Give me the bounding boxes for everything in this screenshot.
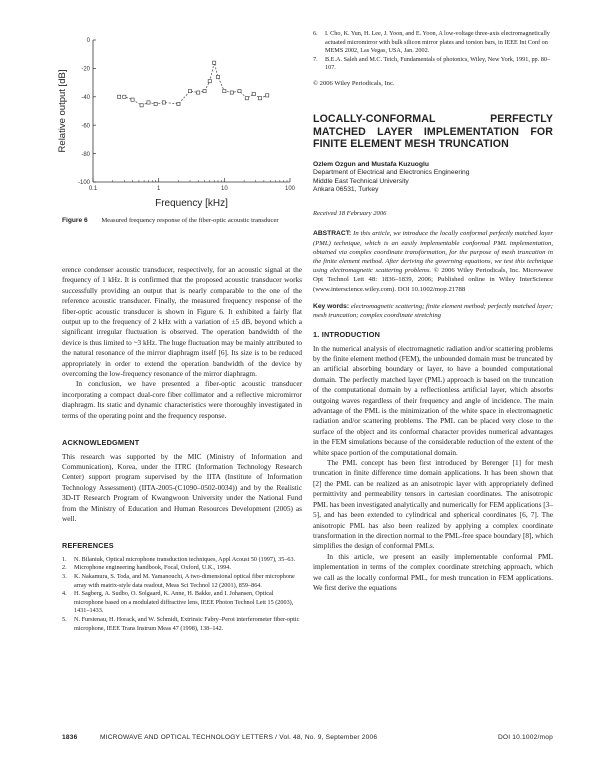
x-axis-label: Frequency [kHz] (155, 198, 228, 209)
y-tick-label: -40 (81, 95, 90, 101)
data-point (140, 104, 143, 107)
abstract-citation: © 2006 Wiley Periodicals, Inc. Microwave Opt Technol Lett 48: 1836–1839, 2006; Published online in Wiley InterScience (www.interscience.wiley.com). DOI 10.1002/mop.21788 (313, 267, 554, 293)
figure-caption-text: Measured frequency response of the fiber-optic acoustic transducer (101, 217, 279, 224)
abstract (313, 229, 553, 293)
keywords-text: electromagnetic scattering; finite element method; perfectly matched layer; mesh truncation; complex coordinate stretching (313, 302, 554, 319)
reference-list-continued (313, 30, 553, 73)
reference-item (62, 573, 302, 590)
acknowledgment-heading: ACKNOWLEDGMENT (62, 438, 140, 448)
affiliation-line-1: Department of Electrical and Electronics Engineering (313, 169, 470, 177)
article-title: LOCALLY-CONFORMAL PERFECTLY MATCHED LAYER IMPLEMENTATION FOR FINITE ELEMENT MESH TRUNCATION (313, 113, 553, 151)
reference-text: N. Bilaniuk, Optical microphone transduction techniques, Appl Acoust 50 (1997), 35–63. (74, 555, 296, 563)
reference-number: 6. (313, 30, 318, 37)
introduction-heading: 1. INTRODUCTION (313, 330, 381, 340)
data-point (123, 95, 126, 98)
reference-item (313, 56, 553, 73)
y-tick-label: -60 (81, 123, 90, 130)
data-point (162, 101, 165, 104)
author-block (313, 161, 553, 195)
figure-6 (55, 30, 300, 220)
x-tick-label: 0.1 (88, 186, 98, 192)
reference-text: Microphone engineering handbook, Focal, Oxford, U.K., 1994. (74, 564, 231, 572)
reference-text: B.E.A. Saleh and M.C. Teich, Fundamentals of photonics, Wiley, New York, 1991, pp. 80–107. (325, 55, 551, 72)
reference-number: 7. (313, 55, 318, 63)
body-paragraph-2: In conclusion, we have presented a fiber-optic acoustic transducer incorporating a compact dual-core fiber collimator and a reflective micromirror diaphragm. Its static and dynamic characteristics were thoroughly investigated in terms of the operating point and the frequency response. (62, 379, 302, 420)
keywords (313, 302, 553, 320)
data-point (147, 101, 150, 104)
data-point (216, 75, 219, 78)
data-point (223, 90, 226, 93)
reference-item (62, 564, 302, 573)
data-point (131, 98, 134, 101)
data-point (203, 90, 206, 93)
keywords-label: Key words: (313, 302, 350, 310)
reference-number: 3. (62, 572, 67, 580)
y-axis-label: Relative output [dB] (57, 69, 68, 153)
reference-item (62, 616, 302, 633)
frequency-response-chart (55, 30, 300, 220)
figure-caption-label: Figure 6 (62, 217, 88, 224)
references-heading: REFERENCES (62, 541, 114, 551)
data-point (154, 102, 157, 105)
body-paragraph-1: erence condenser acoustic transducer, respectively, for an acoustic signal at the frequency of 1 kHz. It is confirmed that the proposed acoustic transducer works successfully providing an output that is nearly comparable to the one of the reference acoustic transducer. Finally, the measured frequency response of the fiber-optic acoustic transducer is shown in Figure 6. It exhibited a fairly flat output up to the frequency of 2 kHz with a variation of ±5 dB, beyond which a significant irregular fluctuation is observed. The operation bandwidth of the device is thus limited to ~3 kHz. The huge fluctuation may be mainly attributed to the natural resonance of the mirror diaphragm itself [6]. Its size is to be reduced appropriately in order to extend the operation bandwidth of the device by overcoming the low-frequency resonance of the mirror diaphragm. (62, 265, 302, 379)
data-point (266, 94, 269, 97)
reference-text: N. Furstenau, H. Horack, and W. Schmidt, Extrinsic Fabry–Perot interferometer fiber-optic microphone, IEEE Trans Instrum Meas 47 (1998), 138–142. (74, 615, 300, 632)
page-number: 1836 (62, 734, 78, 741)
data-point (188, 90, 191, 93)
intro-paragraph-3: In this article, we present an easily implementable conformal PML implementation in terms of the complex coordinate stretching approach, which we call as the locally conformal PML, for mesh truncation in FEM applications. We first derive the equations (313, 551, 553, 592)
reference-item (313, 30, 553, 56)
page-footer (62, 734, 553, 741)
received-date: Received 18 February 2006 (313, 209, 387, 217)
data-point (230, 91, 233, 94)
x-tick-label: 1 (156, 186, 161, 192)
data-point (177, 102, 180, 105)
journal-info: MICROWAVE AND OPTICAL TECHNOLOGY LETTERS / Vol. 48, No. 9, September 2006 (100, 734, 378, 741)
y-tick-label: -100 (77, 180, 90, 187)
reference-text: I. Cho, K. Yun, H. Lee, J. Yoon, and E. Yoon, A low-voltage three-axis electromagnetically actuated micromirror with bulk silicon mirror plates and torsion bars, in IEEE Int Conf on MEMS 2002, Las Vegas, USA, Jan. 2002. (325, 30, 550, 55)
data-point (258, 97, 261, 100)
reference-text: H. Sagberg, A. Sudbo, O. Solgaard, K. Anne, H. Bakke, and I. Johansen, Optical microphone based on a modulated diffractive lens, IEEE Photon Technol Lett 15 (2003), 1431–1433. (74, 590, 294, 615)
intro-paragraph-2: The PML concept has been first introduced by Berenger [1] for mesh truncation in finite difference time domain applications. It has been shown that [2] the PML can be realized as an anisotropic layer with appropriately defined permittivity and permeability tensors in cartesian coordinates. The anisotropic PML has been investigated analytically and numerically for FEM applications [3–5], and has been extended to cylindrical and spherical coordinates [6, 7]. The anisotropic PML has also been realized by applying a complex coordinate transformation in the direction normal to the PML-free space boundary [8], which simplifies the design of conformal PMLs. (313, 458, 553, 551)
copyright-notice: © 2006 Wiley Periodicals, Inc. (313, 79, 395, 87)
y-tick-label: 0 (86, 38, 90, 45)
right-column (313, 30, 553, 593)
reference-list (62, 556, 302, 633)
left-column (62, 265, 302, 633)
data-point (197, 91, 200, 94)
abstract-text: In this article, we introduce the locally conformal perfectly matched layer (PML) technique, which is an easily implementable conformal PML implementation, obtained via complex coordinate transformation, for the purpose of mesh truncation in the finite element method. After deriving the governing equations, we test this technique using electromagnetic scattering problems. (313, 230, 553, 275)
reference-item (62, 590, 302, 616)
reference-number: 5. (62, 615, 67, 623)
affiliation-line-2: Middle East Technical University (313, 177, 409, 185)
data-point (118, 95, 121, 98)
intro-paragraph-1: In the numerical analysis of electromagnetic radiation and/or scattering problems by the finite element method (FEM), the unbounded domain must be truncated by an artificial absorbing boundary or layer, to have a bounded computational domain. The perfectly matched layer (PML) approach is based on the truncation of the computational domain by a reflectionless artificial layer, which absorbs outgoing waves regardless of their frequency and angle of incidence. The main advantage of the PML is the minimization of the white space in electromagnetic radiation and/or scattering problems. The PML can be placed very close to the surface of the object and its conformal character provides numerical advantages in the FEM simulations because of the considerable reduction of the extent of the white space portion of the computational domain. (313, 343, 553, 457)
abstract-label: ABSTRACT: (313, 230, 352, 238)
data-point (208, 80, 211, 83)
affiliation-line-3: Ankara 06531, Turkey (313, 186, 379, 194)
data-point (252, 92, 255, 95)
reference-number: 2. (62, 564, 67, 572)
figure-caption (62, 216, 302, 225)
y-tick-label: -80 (81, 151, 90, 158)
reference-number: 4. (62, 590, 67, 598)
y-tick-label: -20 (81, 66, 90, 73)
reference-text: K. Nakamura, S. Toda, and M. Yamanouchi, A two-dimensional optical fiber microphone array with matrix-style data readout, Meas Sci Technol 12 (2001), 859–864. (74, 572, 295, 589)
data-point (213, 61, 216, 64)
data-point (245, 97, 248, 100)
x-tick-label: 10 (220, 186, 228, 192)
reference-item (62, 556, 302, 565)
acknowledgment-text: This research was supported by the MIC (Ministry of Information and Communication), Korea, under the ITRC (Information Technology Research Center) support program supervised by the IITA (Institute of Information Technology Assessment) (IITA-2005-(C1090–0502-0034)) and by the Realistic 3D-IT Research Program of Kwangwoon University under the National Fund from the Ministry of Education and Human Resources Development (2005) as well. (62, 451, 302, 523)
x-tick-label: 100 (284, 186, 296, 192)
reference-number: 1. (62, 555, 67, 563)
authors: Ozlem Ozgun and Mustafa Kuzuoglu (313, 160, 429, 168)
data-point (238, 90, 241, 93)
footer-doi: DOI 10.1002/mop (497, 734, 553, 741)
